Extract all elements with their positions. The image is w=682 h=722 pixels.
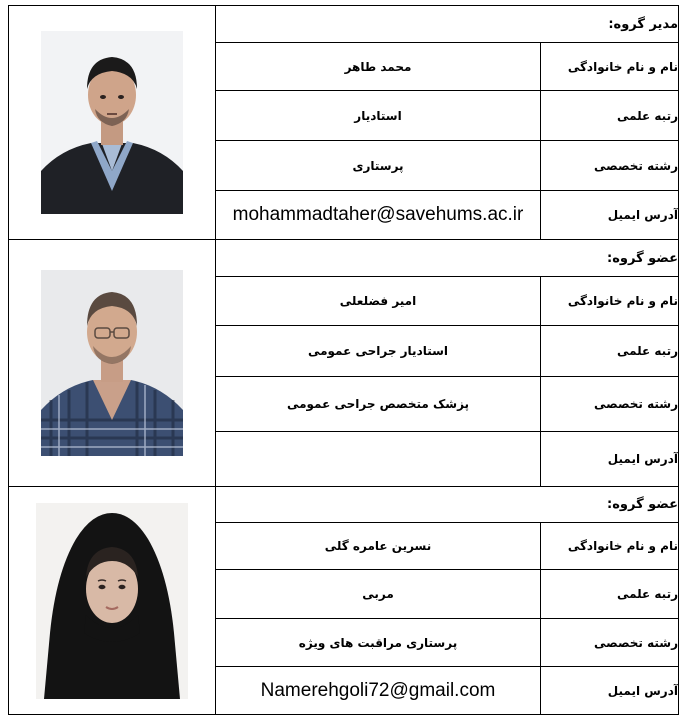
field-value: مربی: [216, 570, 541, 619]
group-header-row: [9, 487, 679, 523]
portrait-photo-woman-black-hijab: [36, 503, 188, 699]
field-value: پرستاری: [216, 141, 541, 191]
photo-cell: [9, 240, 216, 487]
photo-cell: [9, 6, 216, 240]
field-value: استادیار جراحی عمومی: [216, 326, 541, 377]
field-label: رتبه علمی: [541, 326, 679, 377]
email-value[interactable]: mohammadtaher@savehums.ac.ir: [216, 191, 541, 240]
field-label: نام و نام خانوادگی: [541, 277, 679, 326]
field-value: نسرین عامره گلی: [216, 523, 541, 570]
field-label: آدرس ایمیل: [541, 191, 679, 240]
field-label: نام و نام خانوادگی: [541, 43, 679, 91]
group-title: مدیر گروه:: [216, 6, 679, 43]
group-title: عضو گروه:: [216, 240, 679, 277]
field-label: رتبه علمی: [541, 91, 679, 141]
field-value: محمد طاهر: [216, 43, 541, 91]
email-value[interactable]: Namerehgoli72@gmail.com: [216, 667, 541, 715]
field-value: امیر فضلعلی: [216, 277, 541, 326]
photo-cell: [9, 487, 216, 715]
portrait-photo-man-plaid-shirt: [41, 270, 183, 456]
field-value: پزشک متخصص جراحی عمومی: [216, 377, 541, 432]
group-header-row: [9, 6, 679, 43]
portrait-photo-man-dark-jacket: [41, 31, 183, 214]
group-header-row: [9, 240, 679, 277]
staff-table: [8, 5, 679, 715]
group-title: عضو گروه:: [216, 487, 679, 523]
email-value[interactable]: [216, 432, 541, 487]
field-label: نام و نام خانوادگی: [541, 523, 679, 570]
field-value: پرستاری مراقبت های ویژه: [216, 619, 541, 667]
field-value: استادیار: [216, 91, 541, 141]
field-label: آدرس ایمیل: [541, 432, 679, 487]
field-label: رشته تخصصی: [541, 619, 679, 667]
field-label: آدرس ایمیل: [541, 667, 679, 715]
field-label: رتبه علمی: [541, 570, 679, 619]
field-label: رشته تخصصی: [541, 377, 679, 432]
field-label: رشته تخصصی: [541, 141, 679, 191]
